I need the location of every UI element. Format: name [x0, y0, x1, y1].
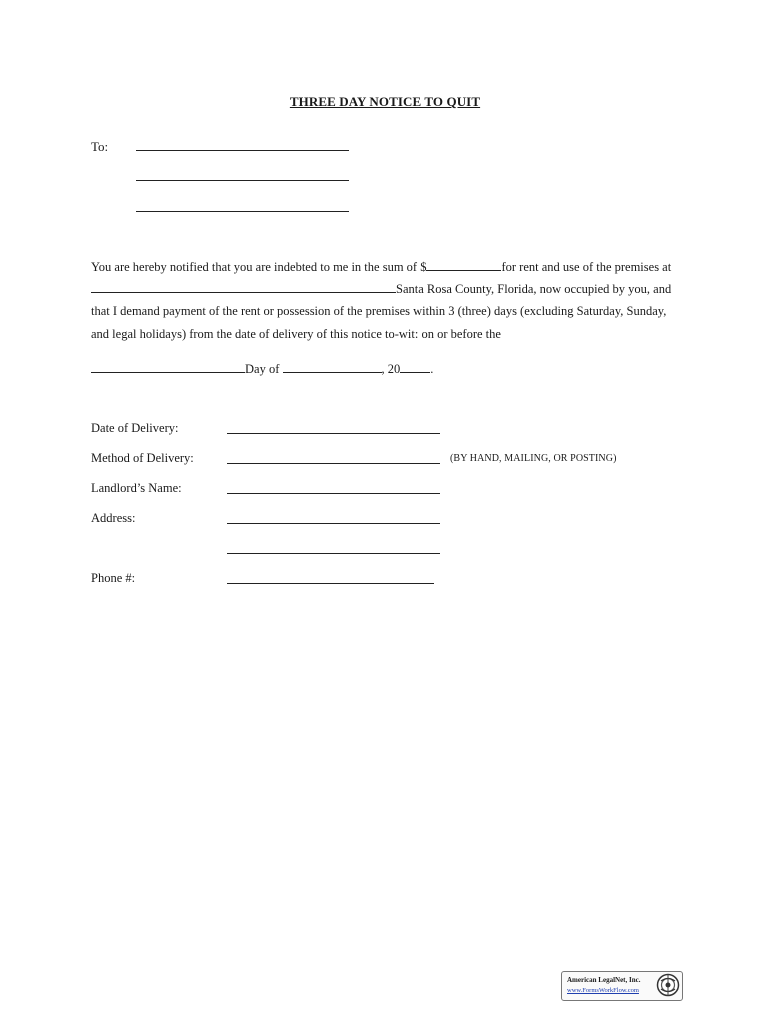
- landlords-name-line[interactable]: [227, 493, 440, 494]
- address-label: Address:: [91, 511, 136, 525]
- body-line-5: [91, 361, 433, 377]
- method-of-delivery-label: Method of Delivery:: [91, 451, 194, 465]
- year-blank[interactable]: [400, 361, 430, 373]
- page-title: THREE DAY NOTICE TO QUIT: [289, 94, 481, 109]
- body-line-1: [91, 259, 671, 275]
- year-prefix-text: , 20: [381, 362, 401, 376]
- premises-address-blank[interactable]: [91, 281, 396, 293]
- day-of-text: Day of: [245, 362, 280, 376]
- line-5-period: .: [430, 362, 434, 376]
- address-line-1[interactable]: [227, 523, 440, 524]
- method-of-delivery-line[interactable]: [227, 463, 440, 464]
- to-name-line-3[interactable]: [136, 211, 349, 212]
- date-of-delivery-label: Date of Delivery:: [91, 421, 179, 435]
- to-name-line-2[interactable]: [136, 180, 349, 181]
- footer-logo: [561, 971, 683, 1001]
- landlords-name-label: Landlord’s Name:: [91, 481, 182, 495]
- body-line-2: [91, 281, 671, 297]
- globe-icon: [656, 973, 680, 997]
- date-of-delivery-line[interactable]: [227, 433, 440, 434]
- to-name-line-1[interactable]: [136, 150, 349, 151]
- body-line-4: and legal holidays) from the date of delivery of this notice to-wit: on or before the: [91, 327, 501, 341]
- rent-amount-blank[interactable]: [426, 259, 501, 271]
- day-blank[interactable]: [91, 361, 245, 373]
- footer-url[interactable]: www.FormsWorkFlow.com: [567, 987, 639, 994]
- body-line-3: that I demand payment of the rent or possession of the premises within 3 (three) days (excluding Saturday, Sunday,: [91, 304, 667, 318]
- method-note: (BY HAND, MAILING, OR POSTING): [450, 453, 617, 464]
- month-blank[interactable]: [283, 361, 382, 373]
- body-line-2-end: Santa Rosa County, Florida, now occupied by you, and: [396, 282, 672, 296]
- body-line-1-end: for rent and use of the premises at: [501, 260, 672, 274]
- body-line-1-start: You are hereby notified that you are indebted to me in the sum of $: [91, 260, 427, 274]
- address-line-2[interactable]: [227, 553, 440, 554]
- phone-line[interactable]: [227, 583, 434, 584]
- to-label: To:: [91, 139, 109, 154]
- footer-company: American LegalNet, Inc.: [567, 976, 641, 984]
- phone-label: Phone #:: [91, 571, 136, 585]
